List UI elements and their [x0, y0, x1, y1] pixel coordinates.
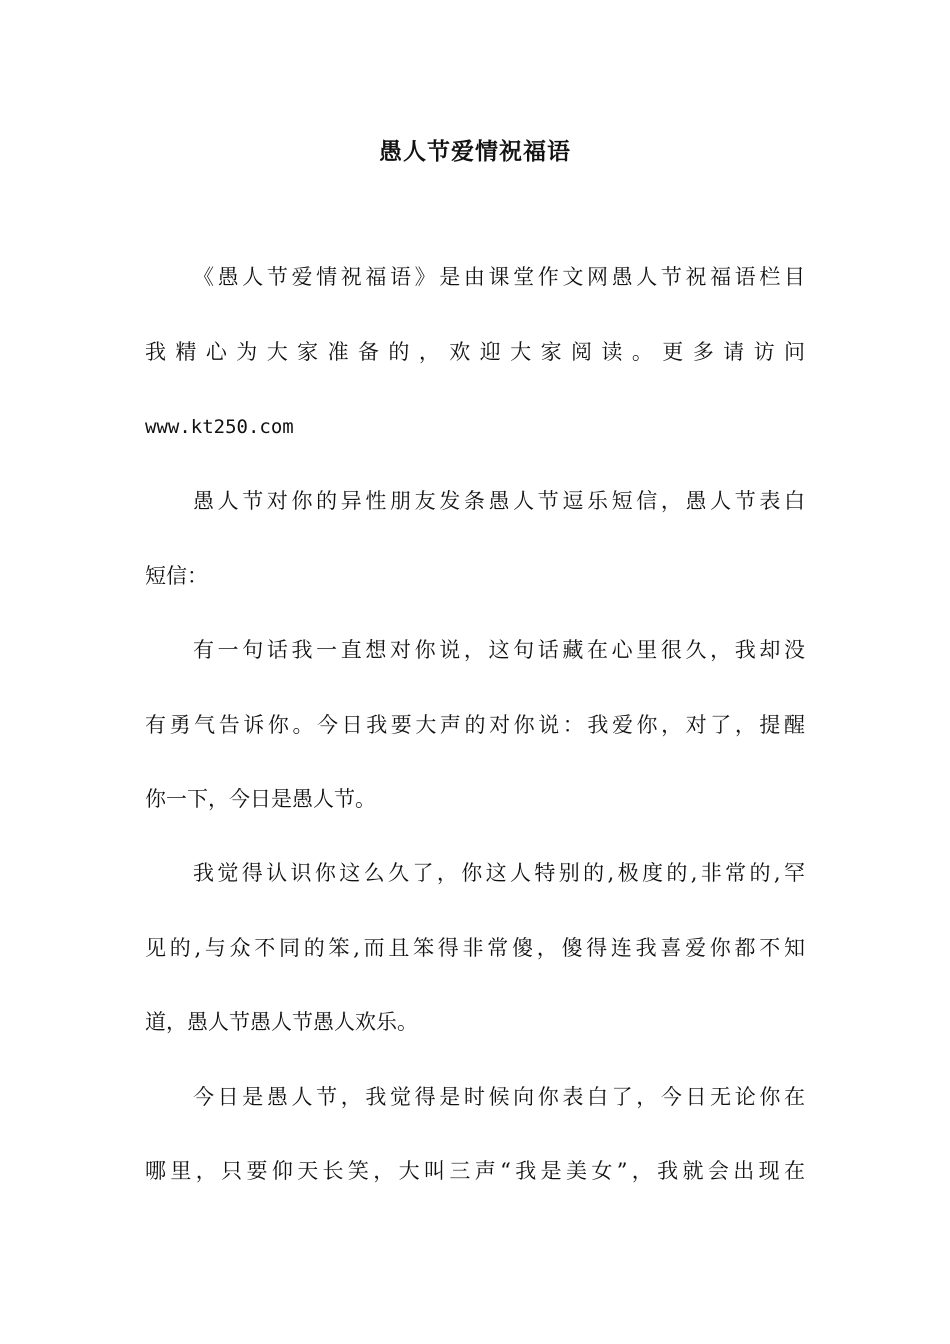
- paragraph-line: 你一下，今日是愚人节。: [145, 787, 376, 811]
- paragraph-line-url: www.kt250.com: [145, 416, 294, 438]
- paragraph-line: 道，愚人节愚人节愚人欢乐。: [145, 1010, 418, 1034]
- paragraph-line: 有一句话我一直想对你说，这句话藏在心里很久，我却没: [193, 638, 805, 662]
- paragraph-line: 有勇气告诉你。今日我要大声的对你说：我爱你，对了，提醒: [145, 713, 805, 737]
- paragraph-line: 愚人节对你的异性朋友发条愚人节逗乐短信，愚人节表白: [193, 489, 805, 513]
- paragraph-line: 《愚人节爱情祝福语》是由课堂作文网愚人节祝福语栏目: [193, 265, 805, 289]
- paragraph-line: 我觉得认识你这么久了，你这人特别的,极度的,非常的,罕: [193, 861, 805, 885]
- document-title: 愚人节爱情祝福语: [379, 138, 571, 165]
- paragraph-line: 见的,与众不同的笨,而且笨得非常傻，傻得连我喜爱你都不知: [145, 936, 805, 960]
- paragraph-line: 哪里，只要仰天长笑，大叫三声“我是美女”，我就会出现在: [145, 1159, 805, 1183]
- paragraph-line: 短信：: [145, 564, 208, 588]
- paragraph-line: 今日是愚人节，我觉得是时候向你表白了，今日无论你在: [193, 1085, 805, 1109]
- paragraph-line: 我精心为大家准备的，欢迎大家阅读。更多请访问: [145, 340, 805, 364]
